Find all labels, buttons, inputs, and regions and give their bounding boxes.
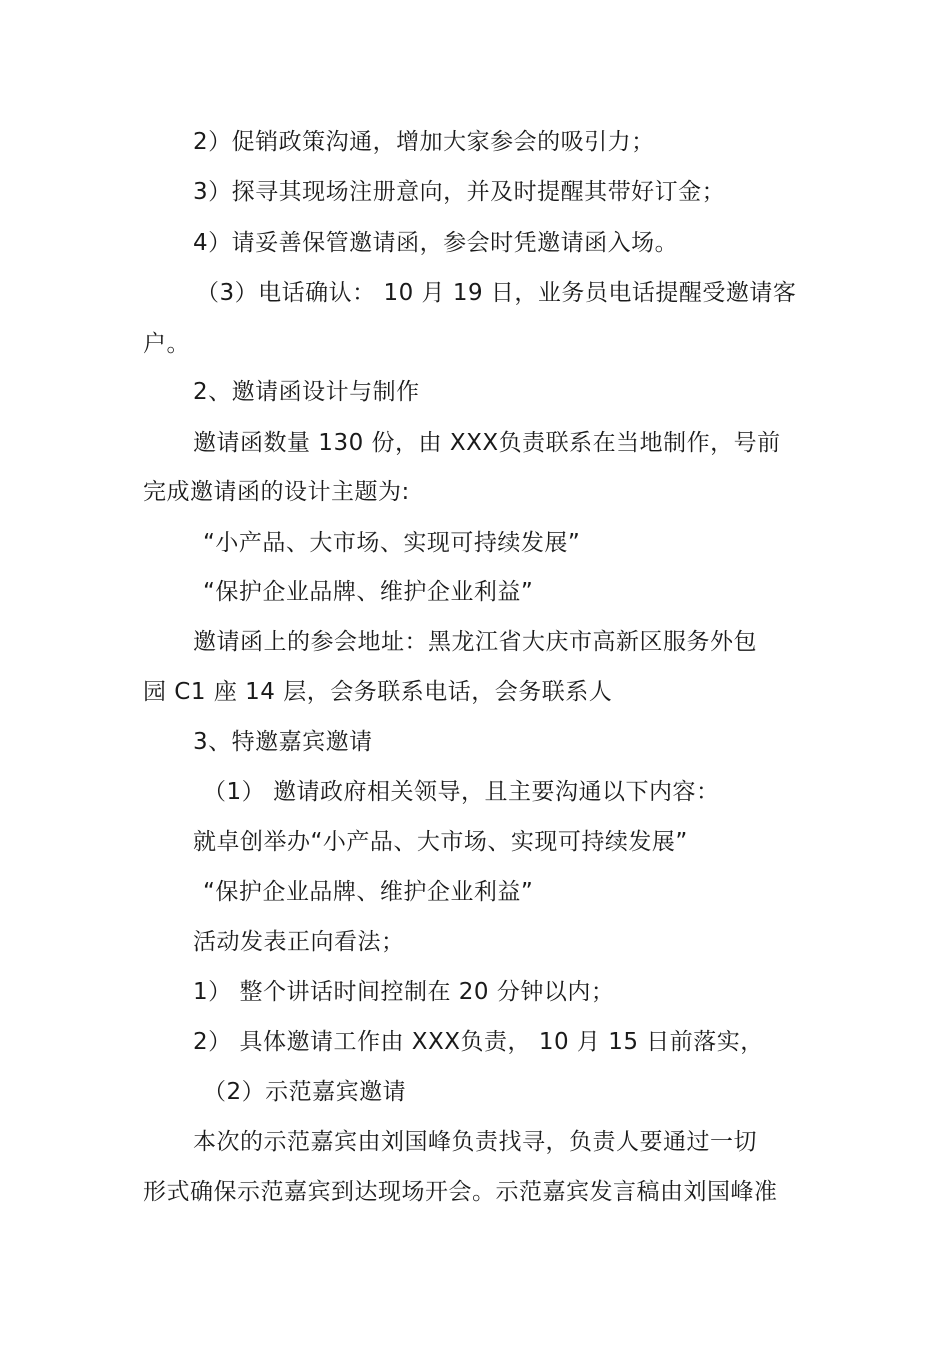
paragraph-line-8: 完成邀请函的设计主题为: [143, 479, 410, 505]
paragraph-line-16: “保护企业品牌、维护企业利益” [203, 879, 534, 905]
paragraph-line-3: 4）请妥善保管邀请函，参会时凭邀请函入场。 [193, 230, 679, 256]
paragraph-line-4: （3）电话确认： 10 月 19 日，业务员电话提醒受邀请客 [196, 280, 797, 306]
paragraph-line-22: 形式确保示范嘉宾到达现场开会。示范嘉宾发言稿由刘国峰准 [143, 1179, 778, 1205]
list-item-1: 1） 整个讲话时间控制在 20 分钟以内； [193, 979, 615, 1005]
paragraph-line-5: 户。 [143, 331, 190, 357]
paragraph-line-7: 邀请函数量 130 份，由 XXX负责联系在当地制作，号前 [193, 430, 781, 456]
section-heading-3: 3、特邀嘉宾邀请 [193, 729, 373, 755]
paragraph-line-17: 活动发表正向看法； [193, 929, 405, 955]
paragraph-line-2: 3）探寻其现场注册意向，并及时提醒其带好订金； [193, 179, 726, 205]
paragraph-line-12: 园 C1 座 14 层，会务联系电话，会务联系人 [143, 679, 613, 705]
theme-quote-1: “小产品、大市场、实现可持续发展” [203, 530, 581, 556]
section-heading-2: 2、邀请函设计与制作 [193, 379, 420, 405]
paragraph-line-14: （1） 邀请政府相关领导，且主要沟通以下内容： [203, 779, 720, 805]
paragraph-line-20: （2）示范嘉宾邀请 [203, 1079, 407, 1105]
list-item-2: 2） 具体邀请工作由 XXX负责， 10 月 15 日前落实， [193, 1029, 764, 1055]
paragraph-line-1: 2）促销政策沟通，增加大家参会的吸引力； [193, 129, 655, 155]
theme-quote-2: “保护企业品牌、维护企业利益” [203, 579, 534, 605]
paragraph-line-11: 邀请函上的参会地址：黑龙江省大庆市高新区服务外包 [193, 629, 757, 655]
paragraph-line-21: 本次的示范嘉宾由刘国峰负责找寻，负责人要通过一切 [193, 1129, 757, 1155]
paragraph-line-15: 就卓创举办“小产品、大市场、实现可持续发展” [193, 829, 688, 855]
